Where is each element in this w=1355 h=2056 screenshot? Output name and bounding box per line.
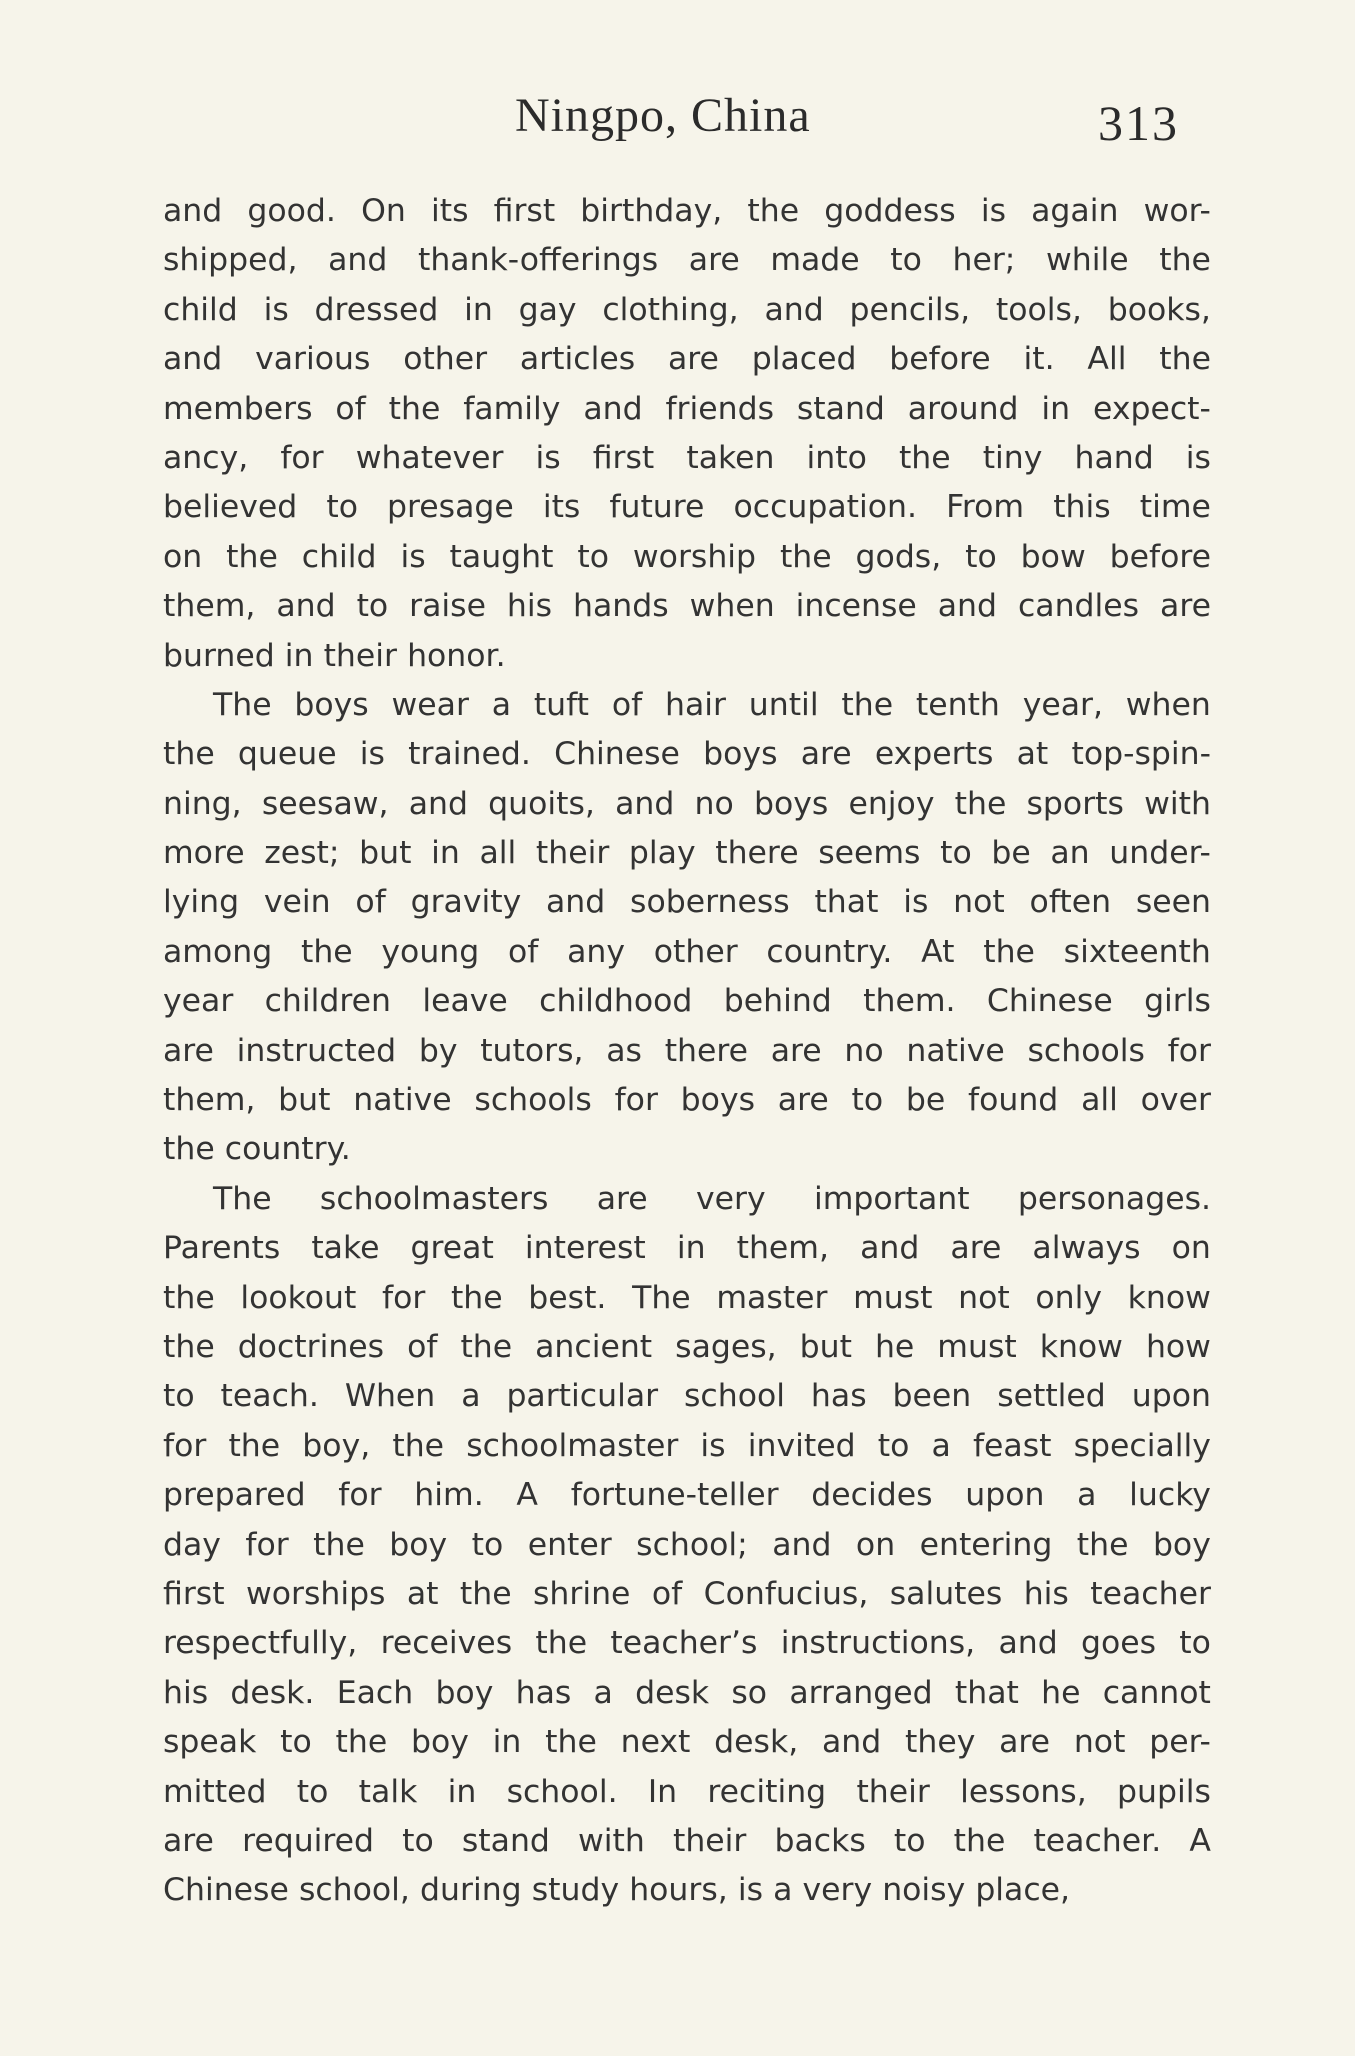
text-line: speak to the boy in the next desk, and they are not per- xyxy=(163,1724,1211,1761)
paragraph xyxy=(163,681,1211,1175)
text-line: the country. xyxy=(163,1131,351,1168)
text-line: are required to stand with their backs to the teacher. A xyxy=(163,1822,1211,1859)
text-line: day for the boy to enter school; and on entering the boy xyxy=(163,1526,1211,1563)
text-line: prepared for him. A fortune-teller decides upon a lucky xyxy=(163,1477,1211,1514)
paragraph xyxy=(163,187,1211,681)
text-line: and various other articles are placed before it. All the xyxy=(163,341,1211,378)
text-line: them, but native schools for boys are to be found all over xyxy=(163,1082,1211,1119)
text-line: burned in their honor. xyxy=(163,637,506,674)
text-line: are instructed by tutors, as there are no native schools for xyxy=(163,1032,1211,1069)
text-line: shipped, and thank-offerings are made to her; while the xyxy=(163,242,1211,279)
text-line: Chinese school, during study hours, is a very noisy place, xyxy=(163,1872,1071,1909)
text-line: the lookout for the best. The master must not only know xyxy=(163,1279,1211,1316)
text-line: The schoolmasters are very important personages. xyxy=(213,1180,1211,1217)
text-line: to teach. When a particular school has been settled upon xyxy=(163,1378,1211,1415)
text-line: first worships at the shrine of Confucius, salutes his teacher xyxy=(163,1575,1211,1612)
text-line: the doctrines of the ancient sages, but he must know how xyxy=(163,1328,1211,1365)
text-line: for the boy, the schoolmaster is invited to a feast specially xyxy=(163,1427,1211,1464)
text-line: among the young of any other country. At the sixteenth xyxy=(163,933,1211,970)
text-line: Parents take great interest in them, and are always on xyxy=(163,1230,1211,1267)
running-head xyxy=(0,88,1355,158)
text-line: ancy, for whatever is first taken into the tiny hand is xyxy=(163,439,1211,476)
text-line: and good. On its first birthday, the goddess is again wor- xyxy=(163,193,1211,229)
page-number: 313 xyxy=(1098,95,1179,151)
text-line: members of the family and friends stand around in expect- xyxy=(163,390,1211,427)
text-line: them, and to raise his hands when incense and candles are xyxy=(163,588,1211,625)
text-line: mitted to talk in school. In reciting their lessons, pupils xyxy=(163,1773,1211,1810)
text-line: The boys wear a tuft of hair until the tenth year, when xyxy=(213,686,1211,723)
text-line: respectfully, receives the teacher’s instructions, and goes to xyxy=(163,1625,1211,1662)
text-line: year children leave childhood behind them. Chinese girls xyxy=(163,983,1211,1020)
text-line: ning, seesaw, and quoits, and no boys enjoy the sports with xyxy=(163,785,1211,822)
text-line: on the child is taught to worship the gods, to bow before xyxy=(163,538,1211,575)
paragraph xyxy=(163,1175,1211,1916)
text-line: the queue is trained. Chinese boys are experts at top-spin- xyxy=(163,736,1211,773)
text-line: lying vein of gravity and soberness that is not often seen xyxy=(163,884,1211,921)
text-line: more zest; but in all their play there seems to be an under- xyxy=(163,835,1211,872)
text-line: his desk. Each boy has a desk so arranged that he cannot xyxy=(163,1674,1211,1711)
text-line: child is dressed in gay clothing, and pencils, tools, books, xyxy=(163,291,1211,328)
body-text xyxy=(163,187,1211,1916)
text-line: believed to presage its future occupation. From this time xyxy=(163,489,1211,526)
running-title: Ningpo, China xyxy=(515,89,811,142)
